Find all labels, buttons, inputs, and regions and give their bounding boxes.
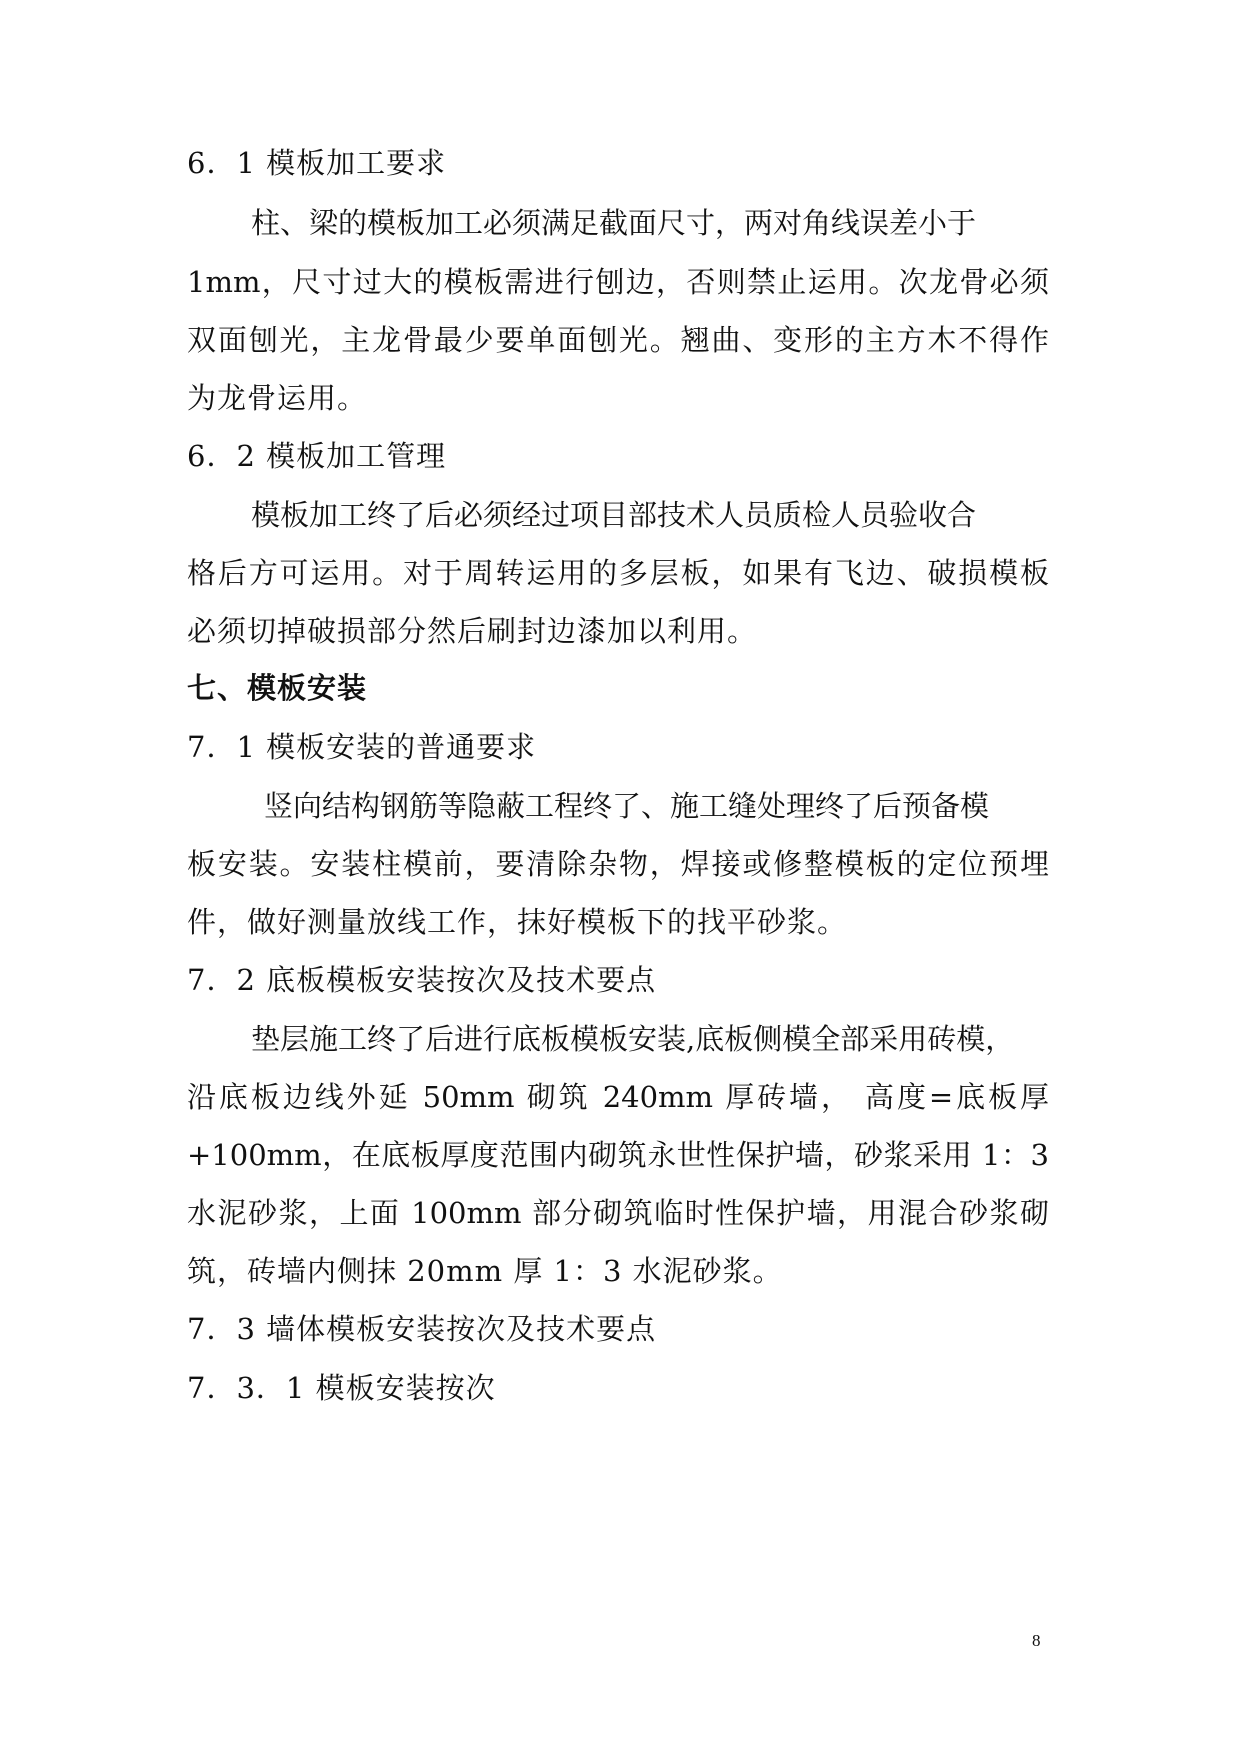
paragraph-line: 为龙骨运用。 <box>187 381 368 415</box>
paragraph-line: 竖向结构钢筋等隐蔽工程终了、施工缝处理终了后预备模 <box>264 789 990 823</box>
paragraph-line: 格后方可运用。对于周转运用的多层板，如果有飞边、破损模板 <box>187 556 1049 590</box>
heading-7-1: 7．1 模板安装的普通要求 <box>187 730 537 764</box>
paragraph-line: 板安装。安装柱模前，要清除杂物，焊接或修整模板的定位预埋 <box>187 847 1049 881</box>
paragraph-line: 沿底板边线外延 50mm 砌筑 240mm 厚砖墙， 高度=底板厚 <box>187 1080 1049 1114</box>
paragraph-line: 垫层施工终了后进行底板模板安装,底板侧模全部采用砖模， <box>251 1022 1015 1056</box>
paragraph-line: +100mm，在底板厚度范围内砌筑永世性保护墙，砂浆采用 1：3 <box>187 1138 1049 1172</box>
heading-6-1: 6．1 模板加工要求 <box>187 146 447 180</box>
heading-7-3-1: 7．3．1 模板安装按次 <box>187 1371 496 1405</box>
section-heading-7: 七、模板安装 <box>187 671 368 705</box>
page-number: 8 <box>1032 1631 1041 1650</box>
paragraph-line: 水泥砂浆，上面 100mm 部分砌筑临时性保护墙，用混合砂浆砌 <box>187 1196 1049 1230</box>
heading-6-2: 6．2 模板加工管理 <box>187 439 447 473</box>
paragraph-line: 筑，砖墙内侧抹 20mm 厚 1：3 水泥砂浆。 <box>187 1254 783 1288</box>
paragraph-line: 双面刨光，主龙骨最少要单面刨光。翘曲、变形的主方木不得作 <box>187 323 1049 357</box>
paragraph-line: 柱、梁的模板加工必须满足截面尺寸，两对角线误差小于 <box>251 206 977 240</box>
paragraph-line: 模板加工终了后必须经过项目部技术人员质检人员验收合 <box>251 498 977 532</box>
heading-7-3: 7．3 墙体模板安装按次及技术要点 <box>187 1312 657 1346</box>
paragraph-line: 必须切掉破损部分然后刷封边漆加以利用。 <box>187 614 758 648</box>
heading-7-2: 7．2 底板模板安装按次及技术要点 <box>187 963 657 997</box>
paragraph-line: 1mm，尺寸过大的模板需进行刨边，否则禁止运用。次龙骨必须 <box>187 265 1049 299</box>
paragraph-line: 件，做好测量放线工作，抹好模板下的找平砂浆。 <box>187 905 848 939</box>
